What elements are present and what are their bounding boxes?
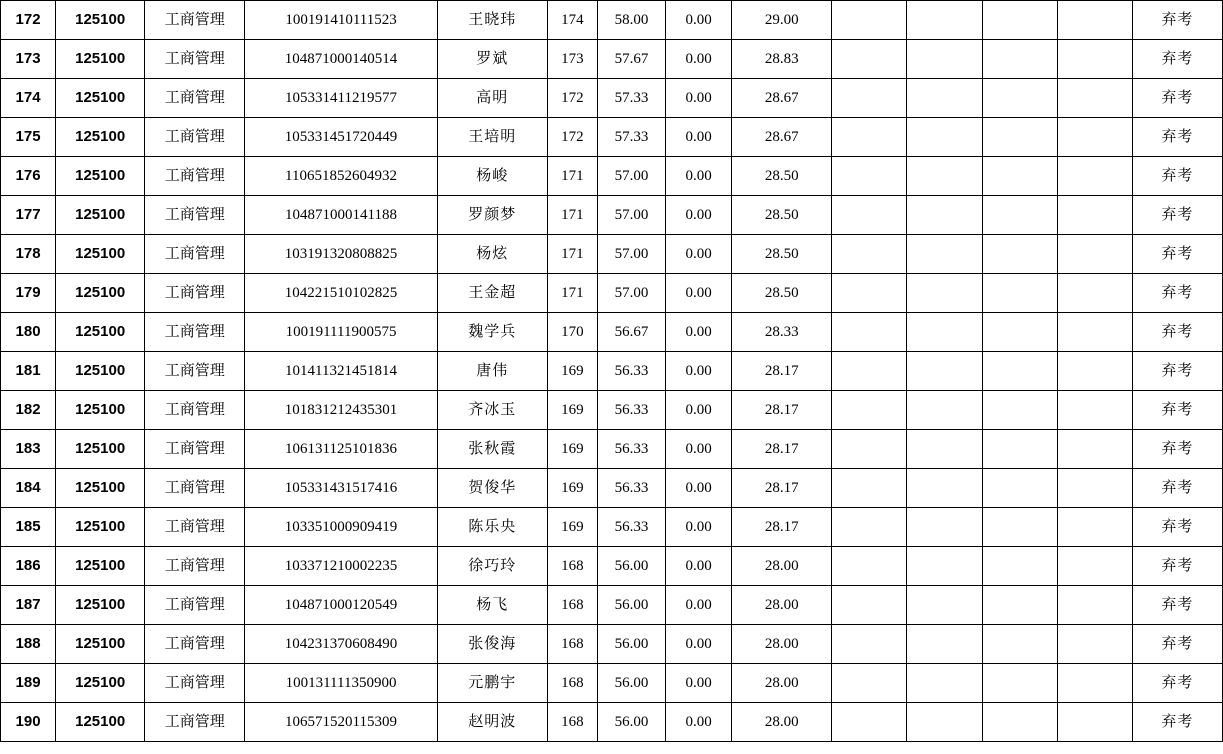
blank-cell-1 <box>832 157 907 196</box>
candidate-name: 张俊海 <box>437 625 547 664</box>
row-index: 190 <box>1 703 56 742</box>
status-badge: 弃考 <box>1132 586 1222 625</box>
table-row <box>1 703 1223 742</box>
total-score: 169 <box>547 391 597 430</box>
candidate-name: 张秋霞 <box>437 430 547 469</box>
candidate-name: 齐冰玉 <box>437 391 547 430</box>
score-c: 28.00 <box>732 547 832 586</box>
exam-number: 110651852604932 <box>245 157 437 196</box>
blank-cell-1 <box>832 469 907 508</box>
major-code: 125100 <box>56 664 145 703</box>
major-name: 工商管理 <box>145 1 245 40</box>
total-score: 173 <box>547 40 597 79</box>
score-a: 56.00 <box>597 703 665 742</box>
blank-cell-3 <box>982 274 1057 313</box>
score-a: 56.00 <box>597 664 665 703</box>
row-index: 177 <box>1 196 56 235</box>
blank-cell-4 <box>1057 430 1132 469</box>
blank-cell-4 <box>1057 196 1132 235</box>
score-c: 28.17 <box>732 430 832 469</box>
blank-cell-4 <box>1057 313 1132 352</box>
blank-cell-2 <box>907 313 982 352</box>
row-index: 188 <box>1 625 56 664</box>
blank-cell-3 <box>982 703 1057 742</box>
score-b: 0.00 <box>666 79 732 118</box>
status-badge: 弃考 <box>1132 352 1222 391</box>
candidate-name: 高明 <box>437 79 547 118</box>
score-c: 29.00 <box>732 1 832 40</box>
major-name: 工商管理 <box>145 469 245 508</box>
score-b: 0.00 <box>666 703 732 742</box>
row-index: 178 <box>1 235 56 274</box>
row-index: 187 <box>1 586 56 625</box>
blank-cell-1 <box>832 313 907 352</box>
score-c: 28.00 <box>732 625 832 664</box>
table-row <box>1 274 1223 313</box>
total-score: 172 <box>547 118 597 157</box>
candidate-name: 贺俊华 <box>437 469 547 508</box>
exam-number: 105331451720449 <box>245 118 437 157</box>
blank-cell-3 <box>982 118 1057 157</box>
blank-cell-1 <box>832 352 907 391</box>
status-badge: 弃考 <box>1132 196 1222 235</box>
blank-cell-2 <box>907 469 982 508</box>
score-c: 28.00 <box>732 703 832 742</box>
blank-cell-4 <box>1057 586 1132 625</box>
blank-cell-4 <box>1057 118 1132 157</box>
blank-cell-4 <box>1057 664 1132 703</box>
major-code: 125100 <box>56 313 145 352</box>
candidate-name: 王金超 <box>437 274 547 313</box>
blank-cell-2 <box>907 352 982 391</box>
table-row <box>1 625 1223 664</box>
blank-cell-1 <box>832 79 907 118</box>
score-b: 0.00 <box>666 352 732 391</box>
table-row <box>1 352 1223 391</box>
blank-cell-2 <box>907 586 982 625</box>
score-a: 56.33 <box>597 508 665 547</box>
blank-cell-4 <box>1057 352 1132 391</box>
blank-cell-3 <box>982 196 1057 235</box>
blank-cell-2 <box>907 235 982 274</box>
status-badge: 弃考 <box>1132 313 1222 352</box>
table-row <box>1 235 1223 274</box>
total-score: 170 <box>547 313 597 352</box>
score-b: 0.00 <box>666 196 732 235</box>
total-score: 171 <box>547 274 597 313</box>
score-a: 56.33 <box>597 352 665 391</box>
major-code: 125100 <box>56 118 145 157</box>
blank-cell-3 <box>982 430 1057 469</box>
exam-number: 104871000140514 <box>245 40 437 79</box>
major-code: 125100 <box>56 196 145 235</box>
row-index: 172 <box>1 1 56 40</box>
score-a: 57.33 <box>597 118 665 157</box>
row-index: 189 <box>1 664 56 703</box>
major-code: 125100 <box>56 235 145 274</box>
blank-cell-1 <box>832 118 907 157</box>
blank-cell-3 <box>982 40 1057 79</box>
status-badge: 弃考 <box>1132 508 1222 547</box>
total-score: 171 <box>547 157 597 196</box>
total-score: 168 <box>547 586 597 625</box>
total-score: 168 <box>547 664 597 703</box>
score-a: 57.00 <box>597 274 665 313</box>
blank-cell-4 <box>1057 79 1132 118</box>
major-name: 工商管理 <box>145 40 245 79</box>
candidate-name: 陈乐央 <box>437 508 547 547</box>
table-row <box>1 547 1223 586</box>
blank-cell-1 <box>832 40 907 79</box>
row-index: 180 <box>1 313 56 352</box>
major-code: 125100 <box>56 352 145 391</box>
major-code: 125100 <box>56 1 145 40</box>
score-b: 0.00 <box>666 313 732 352</box>
status-badge: 弃考 <box>1132 40 1222 79</box>
major-code: 125100 <box>56 40 145 79</box>
candidate-name: 罗斌 <box>437 40 547 79</box>
major-name: 工商管理 <box>145 79 245 118</box>
major-code: 125100 <box>56 430 145 469</box>
blank-cell-3 <box>982 1 1057 40</box>
blank-cell-3 <box>982 625 1057 664</box>
row-index: 174 <box>1 79 56 118</box>
blank-cell-3 <box>982 547 1057 586</box>
blank-cell-2 <box>907 118 982 157</box>
score-c: 28.50 <box>732 196 832 235</box>
blank-cell-2 <box>907 274 982 313</box>
status-badge: 弃考 <box>1132 547 1222 586</box>
major-name: 工商管理 <box>145 430 245 469</box>
exam-number: 100191111900575 <box>245 313 437 352</box>
total-score: 169 <box>547 430 597 469</box>
score-a: 58.00 <box>597 1 665 40</box>
score-table-body <box>1 1 1223 742</box>
table-row <box>1 157 1223 196</box>
table-row <box>1 313 1223 352</box>
major-code: 125100 <box>56 79 145 118</box>
major-code: 125100 <box>56 703 145 742</box>
total-score: 168 <box>547 703 597 742</box>
score-b: 0.00 <box>666 547 732 586</box>
blank-cell-3 <box>982 508 1057 547</box>
score-c: 28.17 <box>732 508 832 547</box>
blank-cell-1 <box>832 430 907 469</box>
score-c: 28.83 <box>732 40 832 79</box>
table-row <box>1 430 1223 469</box>
candidate-name: 杨炫 <box>437 235 547 274</box>
blank-cell-3 <box>982 586 1057 625</box>
blank-cell-1 <box>832 196 907 235</box>
row-index: 176 <box>1 157 56 196</box>
total-score: 171 <box>547 235 597 274</box>
blank-cell-1 <box>832 547 907 586</box>
major-code: 125100 <box>56 625 145 664</box>
table-row <box>1 586 1223 625</box>
table-row <box>1 196 1223 235</box>
total-score: 168 <box>547 547 597 586</box>
major-name: 工商管理 <box>145 391 245 430</box>
exam-number: 105331431517416 <box>245 469 437 508</box>
blank-cell-1 <box>832 586 907 625</box>
score-a: 56.33 <box>597 469 665 508</box>
major-code: 125100 <box>56 157 145 196</box>
blank-cell-3 <box>982 157 1057 196</box>
score-b: 0.00 <box>666 118 732 157</box>
score-b: 0.00 <box>666 664 732 703</box>
exam-number: 104231370608490 <box>245 625 437 664</box>
status-badge: 弃考 <box>1132 79 1222 118</box>
major-code: 125100 <box>56 508 145 547</box>
blank-cell-4 <box>1057 508 1132 547</box>
score-c: 28.50 <box>732 235 832 274</box>
score-b: 0.00 <box>666 391 732 430</box>
blank-cell-2 <box>907 547 982 586</box>
blank-cell-4 <box>1057 469 1132 508</box>
exam-number: 103371210002235 <box>245 547 437 586</box>
candidate-name: 赵明波 <box>437 703 547 742</box>
score-a: 56.00 <box>597 625 665 664</box>
row-index: 175 <box>1 118 56 157</box>
major-name: 工商管理 <box>145 352 245 391</box>
table-row <box>1 508 1223 547</box>
score-c: 28.17 <box>732 352 832 391</box>
major-name: 工商管理 <box>145 586 245 625</box>
row-index: 181 <box>1 352 56 391</box>
blank-cell-2 <box>907 391 982 430</box>
blank-cell-1 <box>832 703 907 742</box>
blank-cell-2 <box>907 430 982 469</box>
blank-cell-2 <box>907 664 982 703</box>
row-index: 183 <box>1 430 56 469</box>
status-badge: 弃考 <box>1132 664 1222 703</box>
score-b: 0.00 <box>666 40 732 79</box>
major-name: 工商管理 <box>145 547 245 586</box>
exam-number: 105331411219577 <box>245 79 437 118</box>
total-score: 172 <box>547 79 597 118</box>
blank-cell-2 <box>907 196 982 235</box>
major-name: 工商管理 <box>145 664 245 703</box>
candidate-name: 罗颜梦 <box>437 196 547 235</box>
table-row <box>1 40 1223 79</box>
row-index: 184 <box>1 469 56 508</box>
blank-cell-1 <box>832 1 907 40</box>
exam-number: 103191320808825 <box>245 235 437 274</box>
score-a: 56.33 <box>597 430 665 469</box>
total-score: 169 <box>547 469 597 508</box>
exam-number: 100191410111523 <box>245 1 437 40</box>
candidate-name: 魏学兵 <box>437 313 547 352</box>
blank-cell-4 <box>1057 703 1132 742</box>
candidate-name: 杨飞 <box>437 586 547 625</box>
exam-number: 104871000141188 <box>245 196 437 235</box>
blank-cell-4 <box>1057 157 1132 196</box>
major-name: 工商管理 <box>145 625 245 664</box>
status-badge: 弃考 <box>1132 469 1222 508</box>
blank-cell-1 <box>832 391 907 430</box>
status-badge: 弃考 <box>1132 430 1222 469</box>
total-score: 169 <box>547 508 597 547</box>
exam-number: 101411321451814 <box>245 352 437 391</box>
score-b: 0.00 <box>666 625 732 664</box>
score-c: 28.50 <box>732 157 832 196</box>
exam-number: 101831212435301 <box>245 391 437 430</box>
row-index: 173 <box>1 40 56 79</box>
blank-cell-1 <box>832 235 907 274</box>
row-index: 182 <box>1 391 56 430</box>
major-code: 125100 <box>56 547 145 586</box>
exam-number: 106131125101836 <box>245 430 437 469</box>
blank-cell-1 <box>832 664 907 703</box>
candidate-name: 元鹏宇 <box>437 664 547 703</box>
candidate-name: 徐巧玲 <box>437 547 547 586</box>
score-c: 28.00 <box>732 664 832 703</box>
total-score: 171 <box>547 196 597 235</box>
blank-cell-2 <box>907 625 982 664</box>
blank-cell-2 <box>907 1 982 40</box>
major-name: 工商管理 <box>145 274 245 313</box>
blank-cell-1 <box>832 508 907 547</box>
score-c: 28.50 <box>732 274 832 313</box>
score-c: 28.67 <box>732 79 832 118</box>
status-badge: 弃考 <box>1132 625 1222 664</box>
major-code: 125100 <box>56 274 145 313</box>
exam-number: 104221510102825 <box>245 274 437 313</box>
score-c: 28.17 <box>732 469 832 508</box>
score-c: 28.00 <box>732 586 832 625</box>
major-name: 工商管理 <box>145 196 245 235</box>
blank-cell-4 <box>1057 40 1132 79</box>
table-row <box>1 1 1223 40</box>
blank-cell-3 <box>982 235 1057 274</box>
score-a: 57.67 <box>597 40 665 79</box>
table-row <box>1 79 1223 118</box>
major-name: 工商管理 <box>145 118 245 157</box>
blank-cell-2 <box>907 508 982 547</box>
score-a: 56.33 <box>597 391 665 430</box>
status-badge: 弃考 <box>1132 274 1222 313</box>
status-badge: 弃考 <box>1132 157 1222 196</box>
score-a: 57.00 <box>597 196 665 235</box>
status-badge: 弃考 <box>1132 235 1222 274</box>
score-c: 28.67 <box>732 118 832 157</box>
blank-cell-3 <box>982 352 1057 391</box>
candidate-name: 王晓玮 <box>437 1 547 40</box>
total-score: 174 <box>547 1 597 40</box>
major-name: 工商管理 <box>145 703 245 742</box>
blank-cell-4 <box>1057 274 1132 313</box>
status-badge: 弃考 <box>1132 118 1222 157</box>
row-index: 179 <box>1 274 56 313</box>
blank-cell-2 <box>907 79 982 118</box>
blank-cell-3 <box>982 313 1057 352</box>
score-b: 0.00 <box>666 430 732 469</box>
row-index: 186 <box>1 547 56 586</box>
exam-number: 100131111350900 <box>245 664 437 703</box>
major-code: 125100 <box>56 391 145 430</box>
score-a: 57.33 <box>597 79 665 118</box>
score-b: 0.00 <box>666 508 732 547</box>
score-c: 28.33 <box>732 313 832 352</box>
score-b: 0.00 <box>666 157 732 196</box>
score-a: 57.00 <box>597 157 665 196</box>
major-name: 工商管理 <box>145 235 245 274</box>
score-b: 0.00 <box>666 469 732 508</box>
score-a: 56.00 <box>597 547 665 586</box>
score-a: 57.00 <box>597 235 665 274</box>
blank-cell-2 <box>907 40 982 79</box>
blank-cell-1 <box>832 625 907 664</box>
exam-number: 106571520115309 <box>245 703 437 742</box>
score-b: 0.00 <box>666 274 732 313</box>
blank-cell-3 <box>982 469 1057 508</box>
blank-cell-4 <box>1057 625 1132 664</box>
major-code: 125100 <box>56 469 145 508</box>
major-name: 工商管理 <box>145 508 245 547</box>
score-b: 0.00 <box>666 235 732 274</box>
status-badge: 弃考 <box>1132 1 1222 40</box>
table-row <box>1 391 1223 430</box>
score-a: 56.00 <box>597 586 665 625</box>
blank-cell-4 <box>1057 1 1132 40</box>
blank-cell-4 <box>1057 547 1132 586</box>
blank-cell-4 <box>1057 235 1132 274</box>
row-index: 185 <box>1 508 56 547</box>
candidate-name: 王培明 <box>437 118 547 157</box>
major-name: 工商管理 <box>145 313 245 352</box>
status-badge: 弃考 <box>1132 391 1222 430</box>
major-code: 125100 <box>56 586 145 625</box>
table-row <box>1 664 1223 703</box>
blank-cell-3 <box>982 391 1057 430</box>
table-row <box>1 469 1223 508</box>
blank-cell-2 <box>907 703 982 742</box>
total-score: 168 <box>547 625 597 664</box>
total-score: 169 <box>547 352 597 391</box>
status-badge: 弃考 <box>1132 703 1222 742</box>
exam-number: 104871000120549 <box>245 586 437 625</box>
major-name: 工商管理 <box>145 157 245 196</box>
blank-cell-3 <box>982 664 1057 703</box>
score-a: 56.67 <box>597 313 665 352</box>
table-row <box>1 118 1223 157</box>
candidate-name: 杨峻 <box>437 157 547 196</box>
candidate-name: 唐伟 <box>437 352 547 391</box>
blank-cell-1 <box>832 274 907 313</box>
score-c: 28.17 <box>732 391 832 430</box>
blank-cell-3 <box>982 79 1057 118</box>
score-b: 0.00 <box>666 586 732 625</box>
score-b: 0.00 <box>666 1 732 40</box>
blank-cell-2 <box>907 157 982 196</box>
blank-cell-4 <box>1057 391 1132 430</box>
exam-number: 103351000909419 <box>245 508 437 547</box>
